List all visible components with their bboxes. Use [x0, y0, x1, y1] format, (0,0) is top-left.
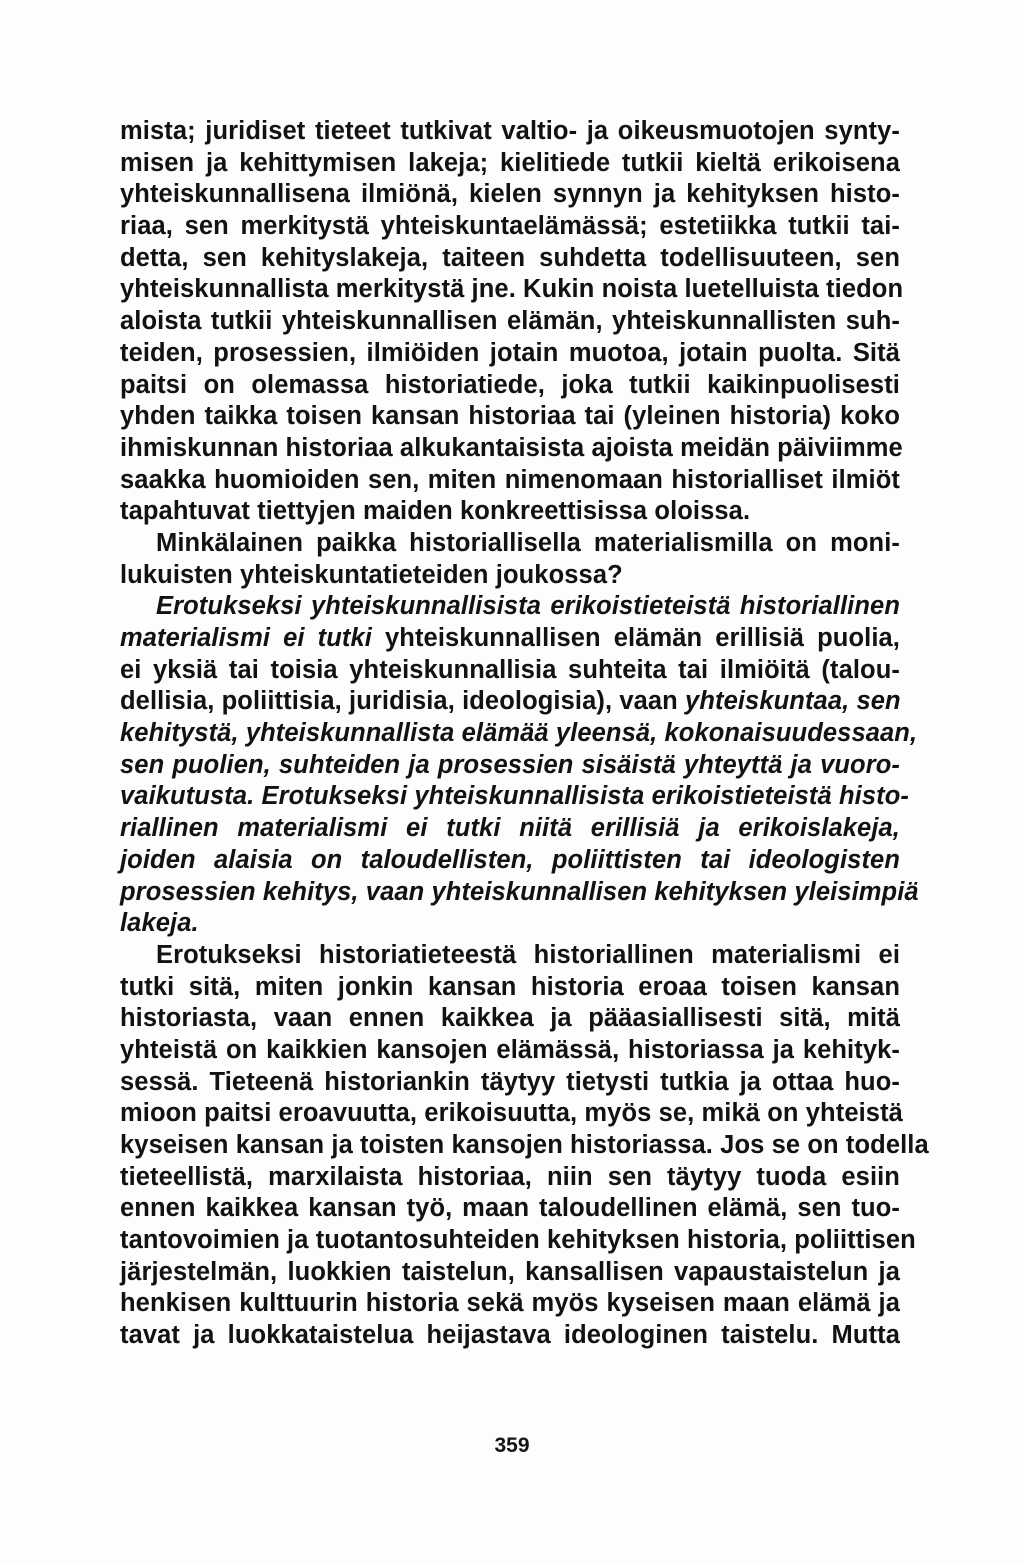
text-line: paitsi on olemassa historiatiede, joka tutkii kaikinpuolisesti — [120, 370, 900, 399]
text-line — [120, 623, 900, 655]
text-line: Erotukseksi historiatieteestä historiallinen materialismi ei — [156, 940, 900, 969]
text-line: teiden, prosessien, ilmiöiden jotain muotoa, jotain puolta. Sitä — [120, 338, 900, 367]
text-line: lakeja. — [120, 909, 199, 938]
text-line: mioon paitsi eroavuutta, erikoisuutta, myös se, mikä on yhteistä — [120, 1099, 903, 1128]
text-line: saakka huomioiden sen, miten nimenomaan historialliset ilmiöt — [120, 465, 900, 494]
regular-phrase: dellisia, poliittisia, juridisia, ideologisia), vaan — [120, 687, 686, 716]
text-line: kehitystä, yhteiskunnallista elämää yleensä, kokonaisuudessaan, — [120, 719, 918, 748]
text-line: sen puolien, suhteiden ja prosessien sisäistä yhteyttä ja vuoro- — [120, 750, 900, 779]
italic-phrase: yhteiskuntaa, sen — [685, 687, 901, 716]
text-line: tantovoimien ja tuotantosuhteiden kehityksen historia, poliittisen — [120, 1226, 916, 1255]
italic-phrase: materialismi ei tutki — [120, 624, 372, 652]
page-text — [120, 116, 929, 1352]
text-line: tutki sitä, miten jonkin kansan historia eroaa toisen kansan — [120, 972, 900, 1001]
text-line: riallinen materialismi ei tutki niitä erillisiä ja erikoislakeja, — [120, 814, 900, 843]
text-line: misen ja kehittymisen lakeja; kielitiede tutkii kieltä erikoisena — [120, 148, 900, 177]
text-line: tavat ja luokkataistelua heijastava ideologinen taistelu. Mutta — [120, 1321, 900, 1350]
text-line: Minkälainen paikka historiallisella materialismilla on moni- — [156, 528, 900, 557]
text-line: yhteistä on kaikkien kansojen elämässä, historiassa ja kehityk- — [120, 1035, 900, 1064]
text-line: tapahtuvat tiettyjen maiden konkreettisissa oloissa. — [120, 497, 751, 526]
text-line: yhden taikka toisen kansan historiaa tai (yleinen historia) koko — [120, 402, 900, 431]
text-line: riaa, sen merkitystä yhteiskuntaelämässä; estetiikka tutkii tai- — [120, 212, 900, 241]
paragraph-2 — [120, 528, 900, 591]
text-line: lukuisten yhteiskuntatieteiden joukossa? — [120, 560, 623, 589]
text-line: sessä. Tieteenä historiankin täytyy tietysti tutkia ja ottaa huo- — [120, 1067, 900, 1096]
text-line: aloista tutkii yhteiskunnallisen elämän, yhteiskunnallisten suh- — [120, 307, 900, 336]
page-number: 359 — [494, 1434, 530, 1457]
text-line: ennen kaikkea kansan työ, maan taloudellinen elämä, sen tuo- — [120, 1194, 900, 1223]
text-line: ei yksiä tai toisia yhteiskunnallisia suhteita tai ilmiöitä (talou- — [120, 655, 900, 684]
text-line — [120, 686, 900, 718]
text-line: järjestelmän, luokkien taistelun, kansallisen vapaustaistelun ja — [120, 1257, 900, 1286]
text-line: mista; juridiset tieteet tutkivat valtio- ja oikeusmuotojen synty- — [120, 117, 900, 145]
text-line: historiasta, vaan ennen kaikkea ja pääasiallisesti sitä, mitä — [120, 1004, 900, 1033]
regular-phrase: yhteiskunnallisen elämän erillisiä puolia, — [371, 624, 900, 652]
text-line: prosessien kehitys, vaan yhteiskunnallisen kehityksen yleisimpiä — [120, 877, 919, 906]
text-line: kyseisen kansan ja toisten kansojen historiassa. Jos se on todella — [120, 1131, 929, 1159]
text-line: yhteiskunnallisena ilmiönä, kielen synnyn ja kehityksen histo- — [120, 180, 900, 209]
text-line: detta, sen kehityslakeja, taiteen suhdetta todellisuuteen, sen — [120, 243, 900, 272]
text-line: tieteellistä, marxilaista historiaa, niin sen täytyy tuoda esiin — [120, 1162, 900, 1191]
paragraph-4 — [120, 940, 929, 1352]
text-line: joiden alaisia on taloudellisten, poliittisten tai ideologisten — [120, 845, 900, 874]
text-line: henkisen kulttuurin historia sekä myös kyseisen maan elämä ja — [120, 1289, 900, 1318]
text-line: ihmiskunnan historiaa alkukantaisista ajoista meidän päiviimme — [120, 433, 903, 462]
paragraph-3 — [120, 591, 919, 940]
paragraph-1 — [120, 116, 904, 528]
text-line: yhteiskunnallista merkitystä jne. Kukin noista luetelluista tiedon — [120, 275, 904, 304]
text-line: vaikutusta. Erotukseksi yhteiskunnallisista erikoistieteistä histo- — [120, 782, 909, 811]
text-line: Erotukseksi yhteiskunnallisista erikoistieteistä historiallinen — [156, 592, 900, 621]
